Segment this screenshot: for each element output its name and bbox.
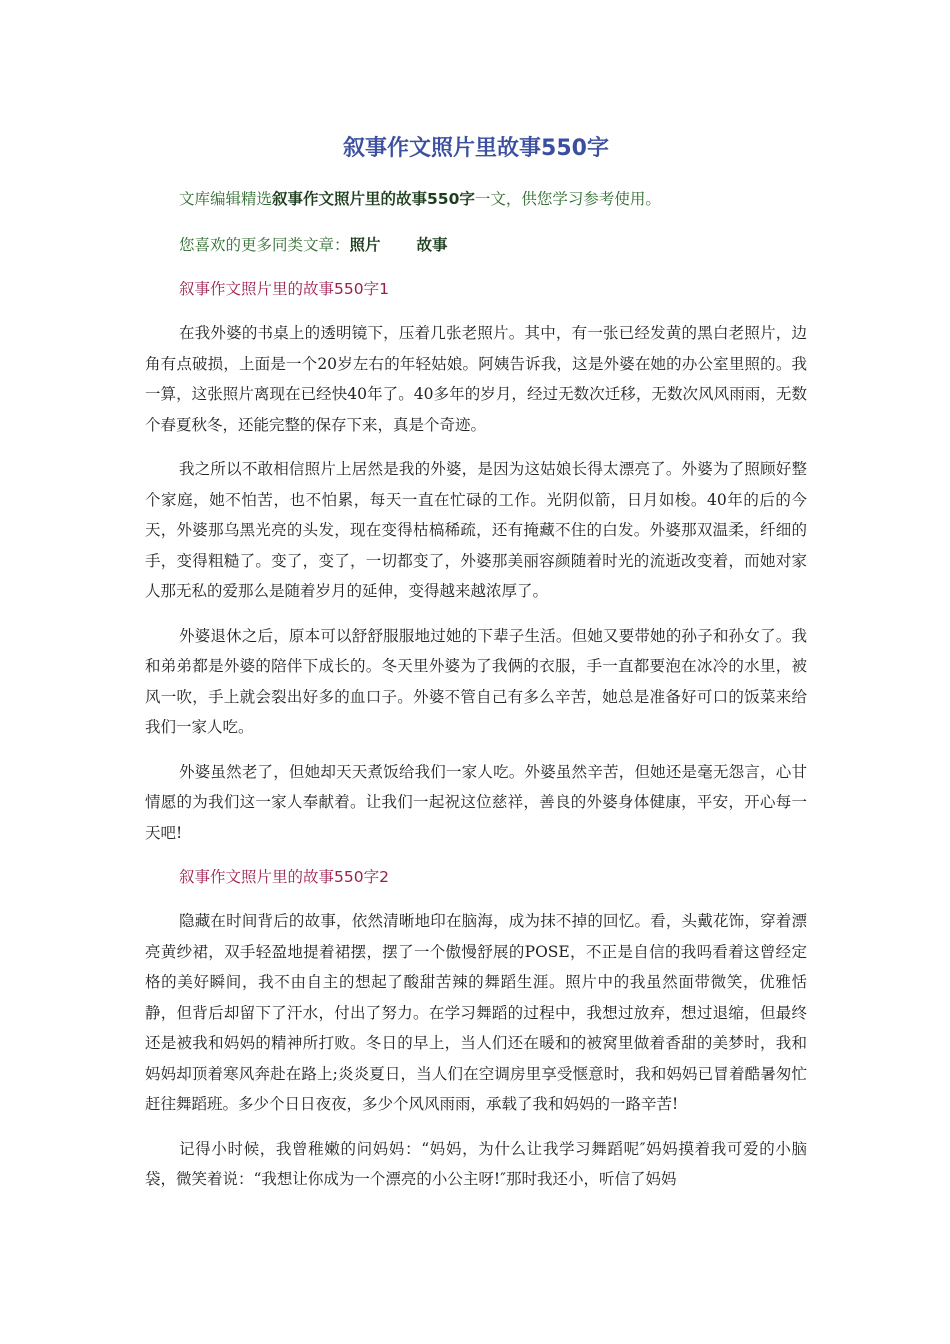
section-1 [145, 274, 807, 848]
intro-suffix: 一文，供您学习参考使用。 [474, 190, 661, 208]
paragraph: 外婆退休之后，原本可以舒舒服服地过她的下辈子生活。但她又要带她的孙子和孙女了。我和弟弟都是外婆的陪伴下成长的。冬天里外婆为了我俩的衣服，手一直都要泡在冰冷的水里，被风一吹，手上就会裂出好多的血口子。外婆不管自己有多么辛苦，她总是准备好可口的饭菜来给我们一家人吃。 [145, 626, 807, 736]
related-link-photo[interactable]: 照片 [349, 236, 381, 254]
section-heading: 叙事作文照片里的故事550字1 [179, 280, 389, 298]
related-label: 您喜欢的更多同类文章： [179, 236, 350, 254]
paragraph: 记得小时候，我曾稚嫩的问妈妈：“妈妈，为什么让我学习舞蹈呢″妈妈摸着我可爱的小脑袋，微笑着说：“我想让你成为一个漂亮的小公主呀!″那时我还小，听信了妈妈 [145, 1139, 807, 1188]
related-articles [145, 230, 807, 260]
paragraph: 外婆虽然老了，但她却天天煮饭给我们一家人吃。外婆虽然辛苦，但她还是毫无怨言，心甘情愿的为我们这一家人奉献着。让我们一起祝这位慈祥，善良的外婆身体健康，平安，开心每一天吧! [145, 762, 807, 842]
paragraph: 我之所以不敢相信照片上居然是我的外婆，是因为这姑娘长得太漂亮了。外婆为了照顾好整个家庭，她不怕苦，也不怕累，每天一直在忙碌的工作。光阴似箭，日月如梭。40年的后的今天，外婆那乌黑光亮的头发，现在变得枯槁稀疏，还有掩藏不住的白发。外婆那双温柔，纤细的手，变得粗糙了。变了，变了，一切都变了，外婆那美丽容颜随着时光的流逝改变着，而她对家人那无私的爱那么是随着岁月的延伸，变得越来越浓厚了。 [145, 460, 807, 600]
paragraph: 隐藏在时间背后的故事，依然清晰地印在脑海，成为抹不掉的回忆。看，头戴花饰，穿着漂亮黄纱裙，双手轻盈地提着裙摆，摆了一个傲慢舒展的POSE，不正是自信的我吗看着这曾经定格的美好瞬间，我不由自主的想起了酸甜苦辣的舞蹈生涯。照片中的我虽然面带微笑，优雅恬静，但背后却留下了汗水，付出了努力。在学习舞蹈的过程中，我想过放弃，想过退缩，但最终还是被我和妈妈的精神所打败。冬日的早上，当人们还在暖和的被窝里做着香甜的美梦时，我和妈妈却顶着寒风奔赴在路上;炎炎夏日，当人们在空调房里享受惬意时，我和妈妈已冒着酷暑匆忙赶往舞蹈班。多少个日日夜夜，多少个风风雨雨，承载了我和妈妈的一路辛苦! [145, 912, 807, 1113]
paragraph: 在我外婆的书桌上的透明镜下，压着几张老照片。其中，有一张已经发黄的黑白老照片，边角有点破损，上面是一个20岁左右的年轻姑娘。阿姨告诉我，这是外婆在她的办公室里照的。我一算，这张照片离现在已经快40年了。40多年的岁月，经过无数次迁移，无数次风风雨雨，无数个春夏秋冬，还能完整的保存下来，真是个奇迹。 [145, 324, 807, 434]
section-heading: 叙事作文照片里的故事550字2 [179, 868, 389, 886]
page-title: 叙事作文照片里故事550字 [343, 136, 609, 161]
intro-line [145, 184, 807, 214]
section-2 [145, 862, 807, 1195]
document-page [145, 0, 807, 1195]
related-link-story[interactable]: 故事 [416, 236, 448, 254]
intro-prefix: 文库编辑精选 [179, 190, 273, 208]
intro-highlight: 叙事作文照片里的故事550字 [272, 190, 475, 208]
